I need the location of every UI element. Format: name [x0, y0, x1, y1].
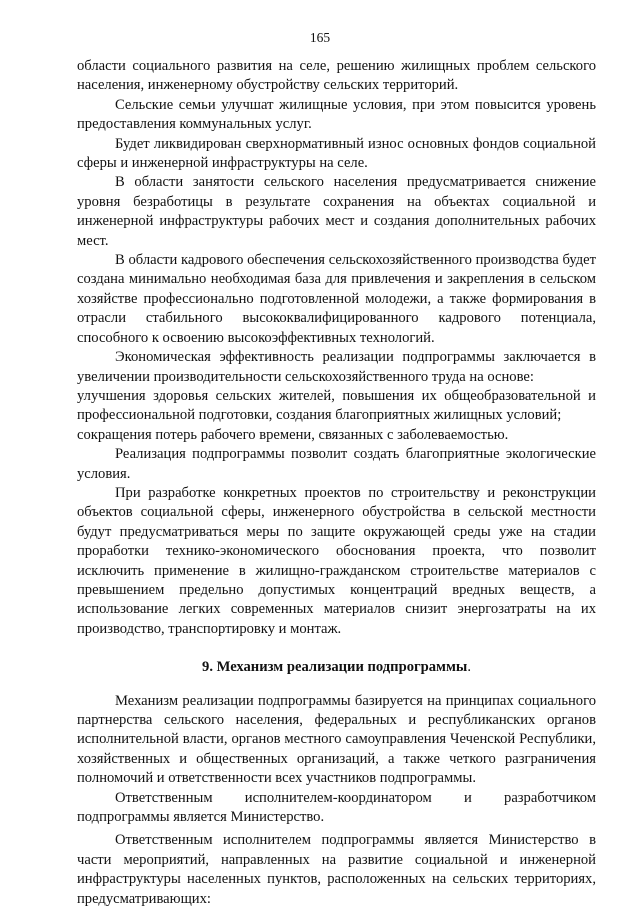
section-heading-suffix: . [467, 659, 471, 676]
paragraph: В области занятости сельского населения предусматривается снижение уровня безработицы в результате сохранения на объектах социальной и инженерной инфраструктуры рабочих мест и создания дополнительных рабочих мест. [77, 174, 596, 249]
paragraph: Механизм реализации подпрограммы базируется на принципах социального партнерства сельского населения, федеральных и республиканских органов исполнительной власти, органов местного самоуправления Чеченской Республики, хозяйственных и общественных организаций, а также четкого разграничения полномочий и ответственности всех участников подпрограммы. [77, 692, 596, 787]
paragraph: области социального развития на селе, решению жилищных проблем сельского населения, инженерному обустройству сельских территорий. [77, 58, 596, 94]
paragraphs-after-heading [77, 692, 596, 909]
paragraph: сокращения потерь рабочего времени, связанных с заболеваемостью. [77, 426, 509, 443]
paragraph: улучшения здоровья сельских жителей, повышения их общеобразовательной и профессиональной подготовки, создания благоприятных жилищных условий; [77, 387, 596, 424]
document-body [77, 57, 596, 909]
paragraph: Ответственным исполнителем подпрограммы является Министерство в части мероприятий, направленных на развитие социальной и инженерной инфраструктуры населенных пунктов, расположенных на сельских территориях, предусматривающих: [77, 832, 596, 907]
paragraph: Реализация подпрограммы позволит создать благоприятные экологические условия. [77, 446, 596, 482]
paragraph: Будет ликвидирован сверхнормативный износ основных фондов социальной сферы и инженерной инфраструктуры на селе. [77, 135, 596, 172]
paragraph: В области кадрового обеспечения сельскохозяйственного производства будет создана минимально необходимая база для привлечения и закрепления в сельском хозяйстве профессионально подготовленной молодежи, а также формирования в отрасли стабильного высококвалифицированного кадрового потенциала, способного к освоению высокоэффективных технологий. [77, 252, 596, 346]
paragraph: Экономическая эффективность реализации подпрограммы заключается в увеличении производительности сельскохозяйственного труда на основе: [77, 349, 596, 385]
page-number: 165 [309, 30, 331, 45]
paragraph: При разработке конкретных проектов по строительству и реконструкции объектов социальной сферы, инженерного обустройства в сельской местности будут предусматриваться меры по защите окружающей среды уже на стадии проработки технико-экономического обоснования проекта, что позволит исключить применение в жилищно-гражданском строительстве материалов с превышением предельно допустимых концентраций вредных веществ, а использование легких современных материалов снизит энергозатраты на их производство, транспортировку и монтаж. [77, 484, 596, 637]
paragraph: Ответственным исполнителем-координатором и разработчиком подпрограммы является Министерство. [77, 789, 596, 826]
paragraph: Сельские семьи улучшат жилищные условия, при этом повысится уровень предоставления коммунальных услуг. [77, 96, 596, 133]
paragraphs-before-heading [77, 57, 596, 639]
section-heading [77, 658, 596, 677]
section-heading-text: 9. Механизм реализации подпрограммы [202, 659, 468, 676]
